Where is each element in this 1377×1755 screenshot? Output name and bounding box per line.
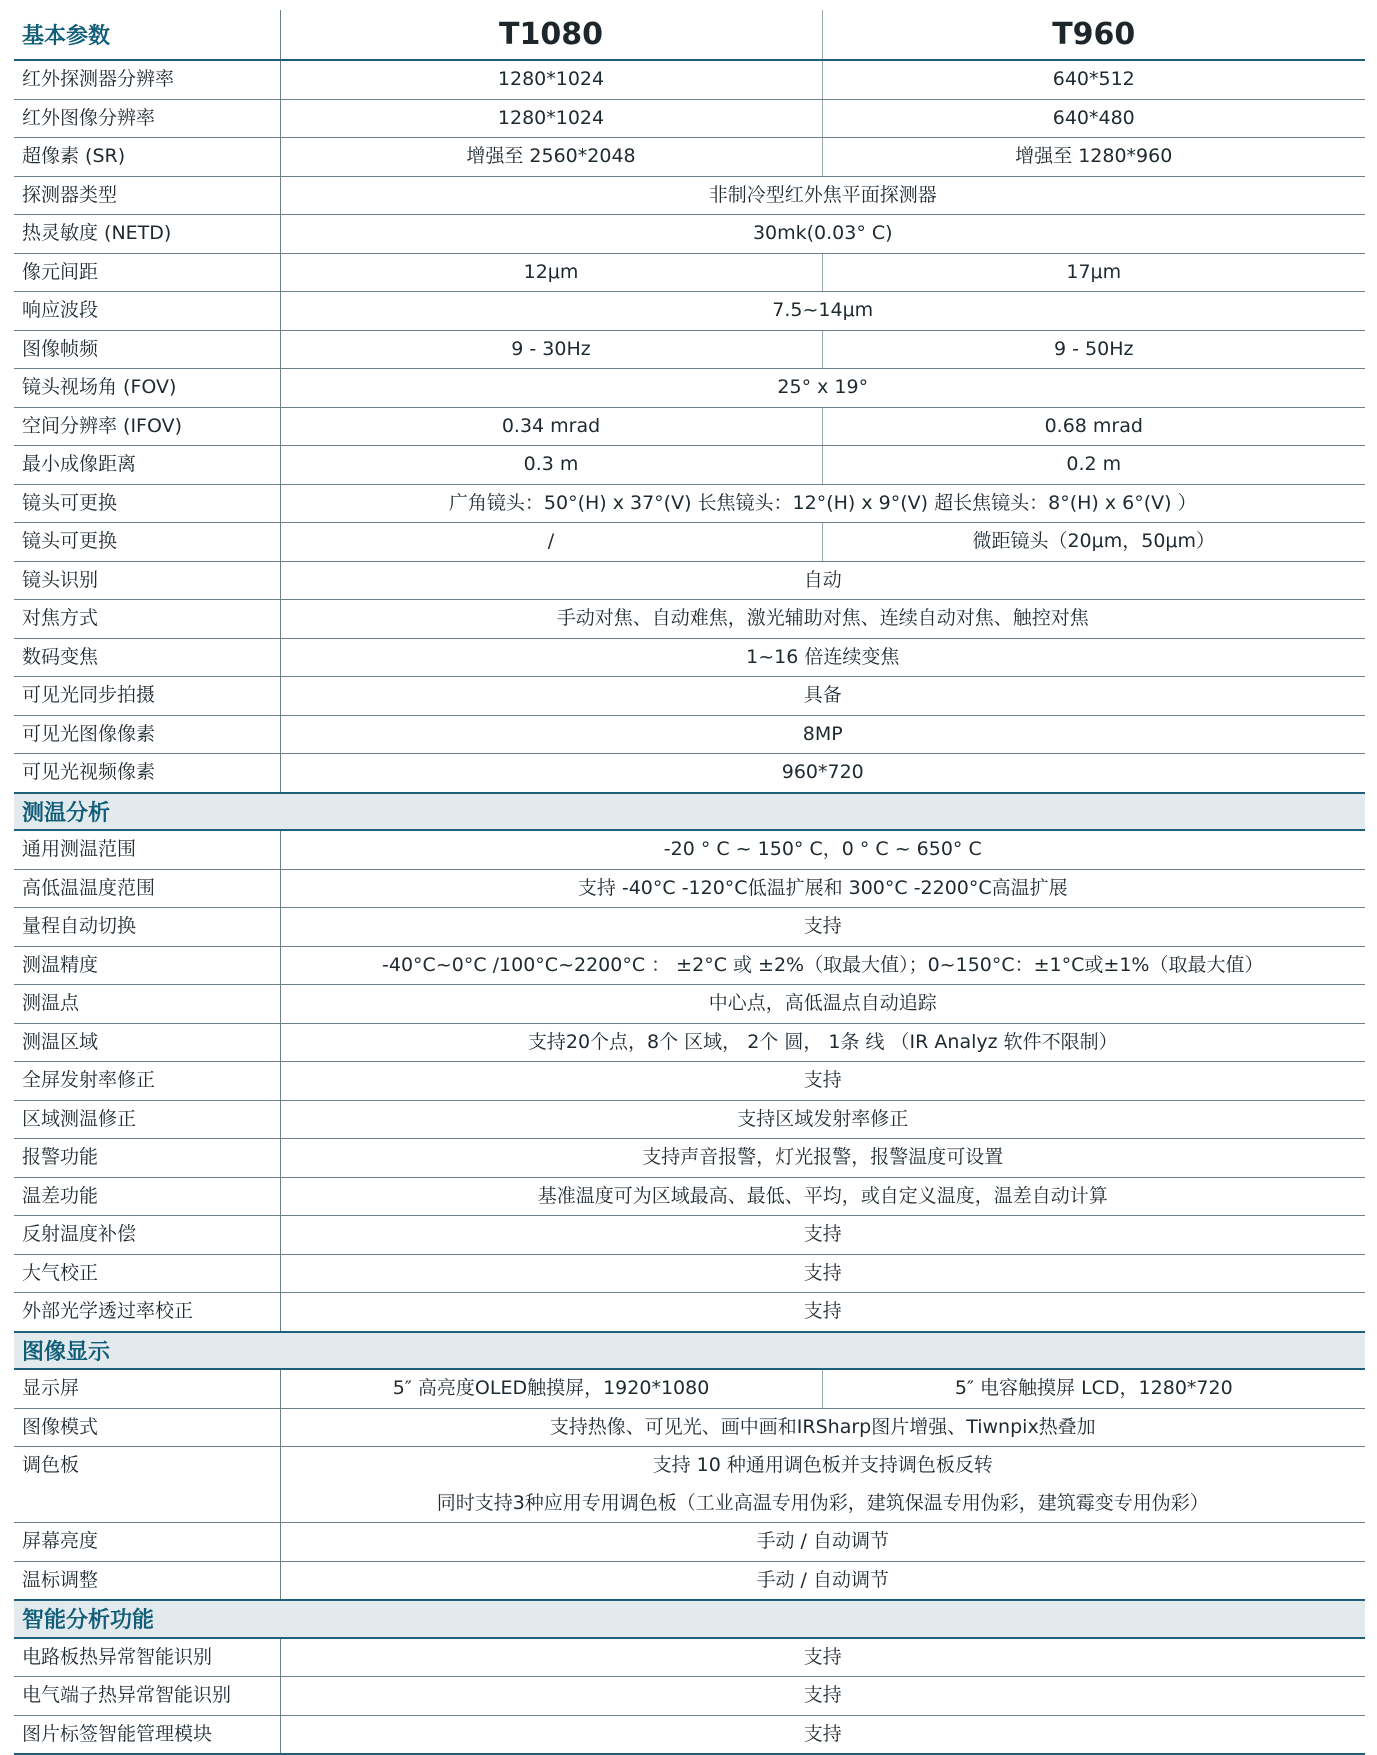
spec-label: 图像模式 xyxy=(14,1408,280,1447)
spec-value-shared: 支持区域发射率修正 xyxy=(280,1100,1365,1139)
spec-row xyxy=(14,369,1365,408)
spec-row xyxy=(14,715,1365,754)
spec-label: 大气校正 xyxy=(14,1254,280,1293)
spec-value-shared: 25° x 19° xyxy=(280,369,1365,408)
spec-value-shared: 1~16 倍连续变焦 xyxy=(280,638,1365,677)
section-title: 图像显示 xyxy=(14,1332,1365,1370)
spec-row xyxy=(14,99,1365,138)
spec-row xyxy=(14,830,1365,869)
spec-value-t1080: 9 - 30Hz xyxy=(280,330,822,369)
spec-row xyxy=(14,292,1365,331)
spec-value-shared: 支持 xyxy=(280,1677,1365,1716)
spec-label: 像元间距 xyxy=(14,253,280,292)
spec-value-shared: -40°C~0°C /100°C~2200°C ： ±2°C 或 ±2%（取最大值）；0~150°C：±1°C或±1%（取最大值） xyxy=(280,946,1365,985)
spec-row xyxy=(14,1139,1365,1178)
spec-label: 屏幕亮度 xyxy=(14,1523,280,1562)
spec-row xyxy=(14,1254,1365,1293)
spec-label: 数码变焦 xyxy=(14,638,280,677)
spec-label: 高低温温度范围 xyxy=(14,869,280,908)
spec-row xyxy=(14,484,1365,523)
spec-row xyxy=(14,1062,1365,1101)
spec-value-t1080: 1280*1024 xyxy=(280,99,822,138)
spec-label: 量程自动切换 xyxy=(14,908,280,947)
spec-row xyxy=(14,869,1365,908)
spec-label: 全屏发射率修正 xyxy=(14,1062,280,1101)
spec-label: 红外图像分辨率 xyxy=(14,99,280,138)
spec-value-shared: 支持 xyxy=(280,1062,1365,1101)
spec-label: 红外探测器分辨率 xyxy=(14,60,280,99)
spec-label: 外部光学透过率校正 xyxy=(14,1293,280,1332)
spec-value-shared: 支持 -40°C -120°C低温扩展和 300°C -2200°C高温扩展 xyxy=(280,869,1365,908)
spec-value-t960: 640*480 xyxy=(822,99,1365,138)
spec-label: 温差功能 xyxy=(14,1177,280,1216)
spec-value-shared: 手动 / 自动调节 xyxy=(280,1523,1365,1562)
spec-row xyxy=(14,1369,1365,1408)
spec-label: 镜头可更换 xyxy=(14,523,280,562)
spec-value-shared: 支持20个点，8个 区域， 2个 圆， 1条 线 （IR Analyz 软件不限制） xyxy=(280,1023,1365,1062)
spec-value-shared: 手动 / 自动调节 xyxy=(280,1561,1365,1600)
spec-row xyxy=(14,1638,1365,1677)
spec-value-shared: 支持 xyxy=(280,908,1365,947)
spec-value-t1080: 增强至 2560*2048 xyxy=(280,138,822,177)
spec-value-shared: 非制冷型红外焦平面探测器 xyxy=(280,176,1365,215)
spec-label: 显示屏 xyxy=(14,1369,280,1408)
spec-row xyxy=(14,985,1365,1024)
spec-row xyxy=(14,138,1365,177)
spec-label: 测温区域 xyxy=(14,1023,280,1062)
spec-value-shared: 支持 xyxy=(280,1216,1365,1255)
spec-label: 报警功能 xyxy=(14,1139,280,1178)
spec-value-t960: 5″ 电容触摸屏 LCD，1280*720 xyxy=(822,1369,1365,1408)
spec-row xyxy=(14,1177,1365,1216)
spec-value-shared: 支持 xyxy=(280,1293,1365,1332)
spec-value-shared: 自动 xyxy=(280,561,1365,600)
spec-row xyxy=(14,330,1365,369)
spec-row xyxy=(14,1408,1365,1447)
section-header-row xyxy=(14,1332,1365,1370)
spec-label: 反射温度补偿 xyxy=(14,1216,280,1255)
spec-value-t1080: 5″ 高亮度OLED触摸屏，1920*1080 xyxy=(280,1369,822,1408)
section-title: 智能分析功能 xyxy=(14,1600,1365,1638)
spec-value-shared: 30mk(0.03° C) xyxy=(280,215,1365,254)
spec-value-shared: 手动对焦、自动难焦，激光辅助对焦、连续自动对焦、触控对焦 xyxy=(280,600,1365,639)
spec-value-t1080: 12μm xyxy=(280,253,822,292)
spec-table xyxy=(14,10,1365,1755)
spec-value-t960: 增强至 1280*960 xyxy=(822,138,1365,177)
spec-row xyxy=(14,1216,1365,1255)
spec-value-shared: 8MP xyxy=(280,715,1365,754)
spec-label: 测温点 xyxy=(14,985,280,1024)
spec-label: 镜头识别 xyxy=(14,561,280,600)
spec-row xyxy=(14,407,1365,446)
spec-row xyxy=(14,1715,1365,1754)
spec-label: 区域测温修正 xyxy=(14,1100,280,1139)
spec-value-shared: 支持 xyxy=(280,1715,1365,1754)
spec-value-shared: -20 ° C ~ 150° C，0 ° C ~ 650° C xyxy=(280,830,1365,869)
spec-value-t960: 640*512 xyxy=(822,60,1365,99)
spec-value-t960: 9 - 50Hz xyxy=(822,330,1365,369)
spec-row xyxy=(14,1677,1365,1716)
spec-label: 可见光同步拍摄 xyxy=(14,677,280,716)
spec-label: 空间分辨率 (IFOV) xyxy=(14,407,280,446)
section-header-row xyxy=(14,793,1365,831)
spec-value-shared: 基准温度可为区域最高、最低、平均，或自定义温度，温差自动计算 xyxy=(280,1177,1365,1216)
spec-row xyxy=(14,523,1365,562)
spec-row xyxy=(14,1561,1365,1600)
spec-label: 热灵敏度 (NETD) xyxy=(14,215,280,254)
spec-label: 镜头视场角 (FOV) xyxy=(14,369,280,408)
spec-value-shared: 中心点，高低温点自动追踪 xyxy=(280,985,1365,1024)
spec-value-shared: 960*720 xyxy=(280,754,1365,793)
spec-value-shared: 具备 xyxy=(280,677,1365,716)
spec-value-t960: 0.68 mrad xyxy=(822,407,1365,446)
spec-value-shared: 7.5~14μm xyxy=(280,292,1365,331)
spec-value-shared: 广角镜头：50°(H) x 37°(V) 长焦镜头：12°(H) x 9°(V) 超长焦镜头：8°(H) x 6°(V) ） xyxy=(280,484,1365,523)
spec-value-t1080: / xyxy=(280,523,822,562)
spec-label: 图片标签智能管理模块 xyxy=(14,1715,280,1754)
spec-value-shared xyxy=(280,1447,1365,1523)
model-header-row xyxy=(14,10,1365,60)
spec-value-t1080: 0.3 m xyxy=(280,446,822,485)
spec-label: 调色板 xyxy=(14,1447,280,1523)
spec-value-t960: 微距镜头（20μm，50μm） xyxy=(822,523,1365,562)
spec-value-t960: 0.2 m xyxy=(822,446,1365,485)
spec-table-body xyxy=(14,10,1365,1754)
spec-row xyxy=(14,908,1365,947)
spec-row xyxy=(14,1447,1365,1523)
spec-label: 对焦方式 xyxy=(14,600,280,639)
spec-value-shared: 支持声音报警，灯光报警，报警温度可设置 xyxy=(280,1139,1365,1178)
spec-label: 响应波段 xyxy=(14,292,280,331)
section-header-row xyxy=(14,1600,1365,1638)
spec-row xyxy=(14,946,1365,985)
spec-value-line: 支持 10 种通用调色板并支持调色板反转 xyxy=(652,1454,993,1476)
spec-row xyxy=(14,1523,1365,1562)
spec-label: 电气端子热异常智能识别 xyxy=(14,1677,280,1716)
spec-value-t1080: 1280*1024 xyxy=(280,60,822,99)
spec-label: 最小成像距离 xyxy=(14,446,280,485)
spec-label: 通用测温范围 xyxy=(14,830,280,869)
spec-row xyxy=(14,638,1365,677)
spec-label: 镜头可更换 xyxy=(14,484,280,523)
spec-row xyxy=(14,1023,1365,1062)
spec-row xyxy=(14,253,1365,292)
spec-row xyxy=(14,677,1365,716)
spec-value-shared: 支持热像、可见光、画中画和IRSharp图片增强、Tiwnpix热叠加 xyxy=(280,1408,1365,1447)
spec-label: 温标调整 xyxy=(14,1561,280,1600)
spec-value-line: 同时支持3种应用专用调色板（工业高温专用伪彩，建筑保温专用伪彩，建筑霉变专用伪彩） xyxy=(436,1491,1209,1514)
spec-value-t1080: 0.34 mrad xyxy=(280,407,822,446)
section-title: 测温分析 xyxy=(14,793,1365,831)
spec-row xyxy=(14,215,1365,254)
spec-label: 测温精度 xyxy=(14,946,280,985)
model-name-t960: T960 xyxy=(822,10,1365,60)
section-title: 基本参数 xyxy=(14,10,280,60)
spec-label: 探测器类型 xyxy=(14,176,280,215)
spec-row xyxy=(14,1100,1365,1139)
spec-label: 超像素 (SR) xyxy=(14,138,280,177)
spec-row xyxy=(14,60,1365,99)
spec-label: 可见光视频像素 xyxy=(14,754,280,793)
spec-label: 图像帧频 xyxy=(14,330,280,369)
spec-row xyxy=(14,754,1365,793)
spec-value-shared: 支持 xyxy=(280,1638,1365,1677)
spec-row xyxy=(14,446,1365,485)
spec-row xyxy=(14,176,1365,215)
spec-value-shared: 支持 xyxy=(280,1254,1365,1293)
spec-row xyxy=(14,600,1365,639)
spec-label: 电路板热异常智能识别 xyxy=(14,1638,280,1677)
spec-row xyxy=(14,1293,1365,1332)
model-name-t1080: T1080 xyxy=(280,10,822,60)
spec-row xyxy=(14,561,1365,600)
spec-value-t960: 17μm xyxy=(822,253,1365,292)
spec-label: 可见光图像像素 xyxy=(14,715,280,754)
